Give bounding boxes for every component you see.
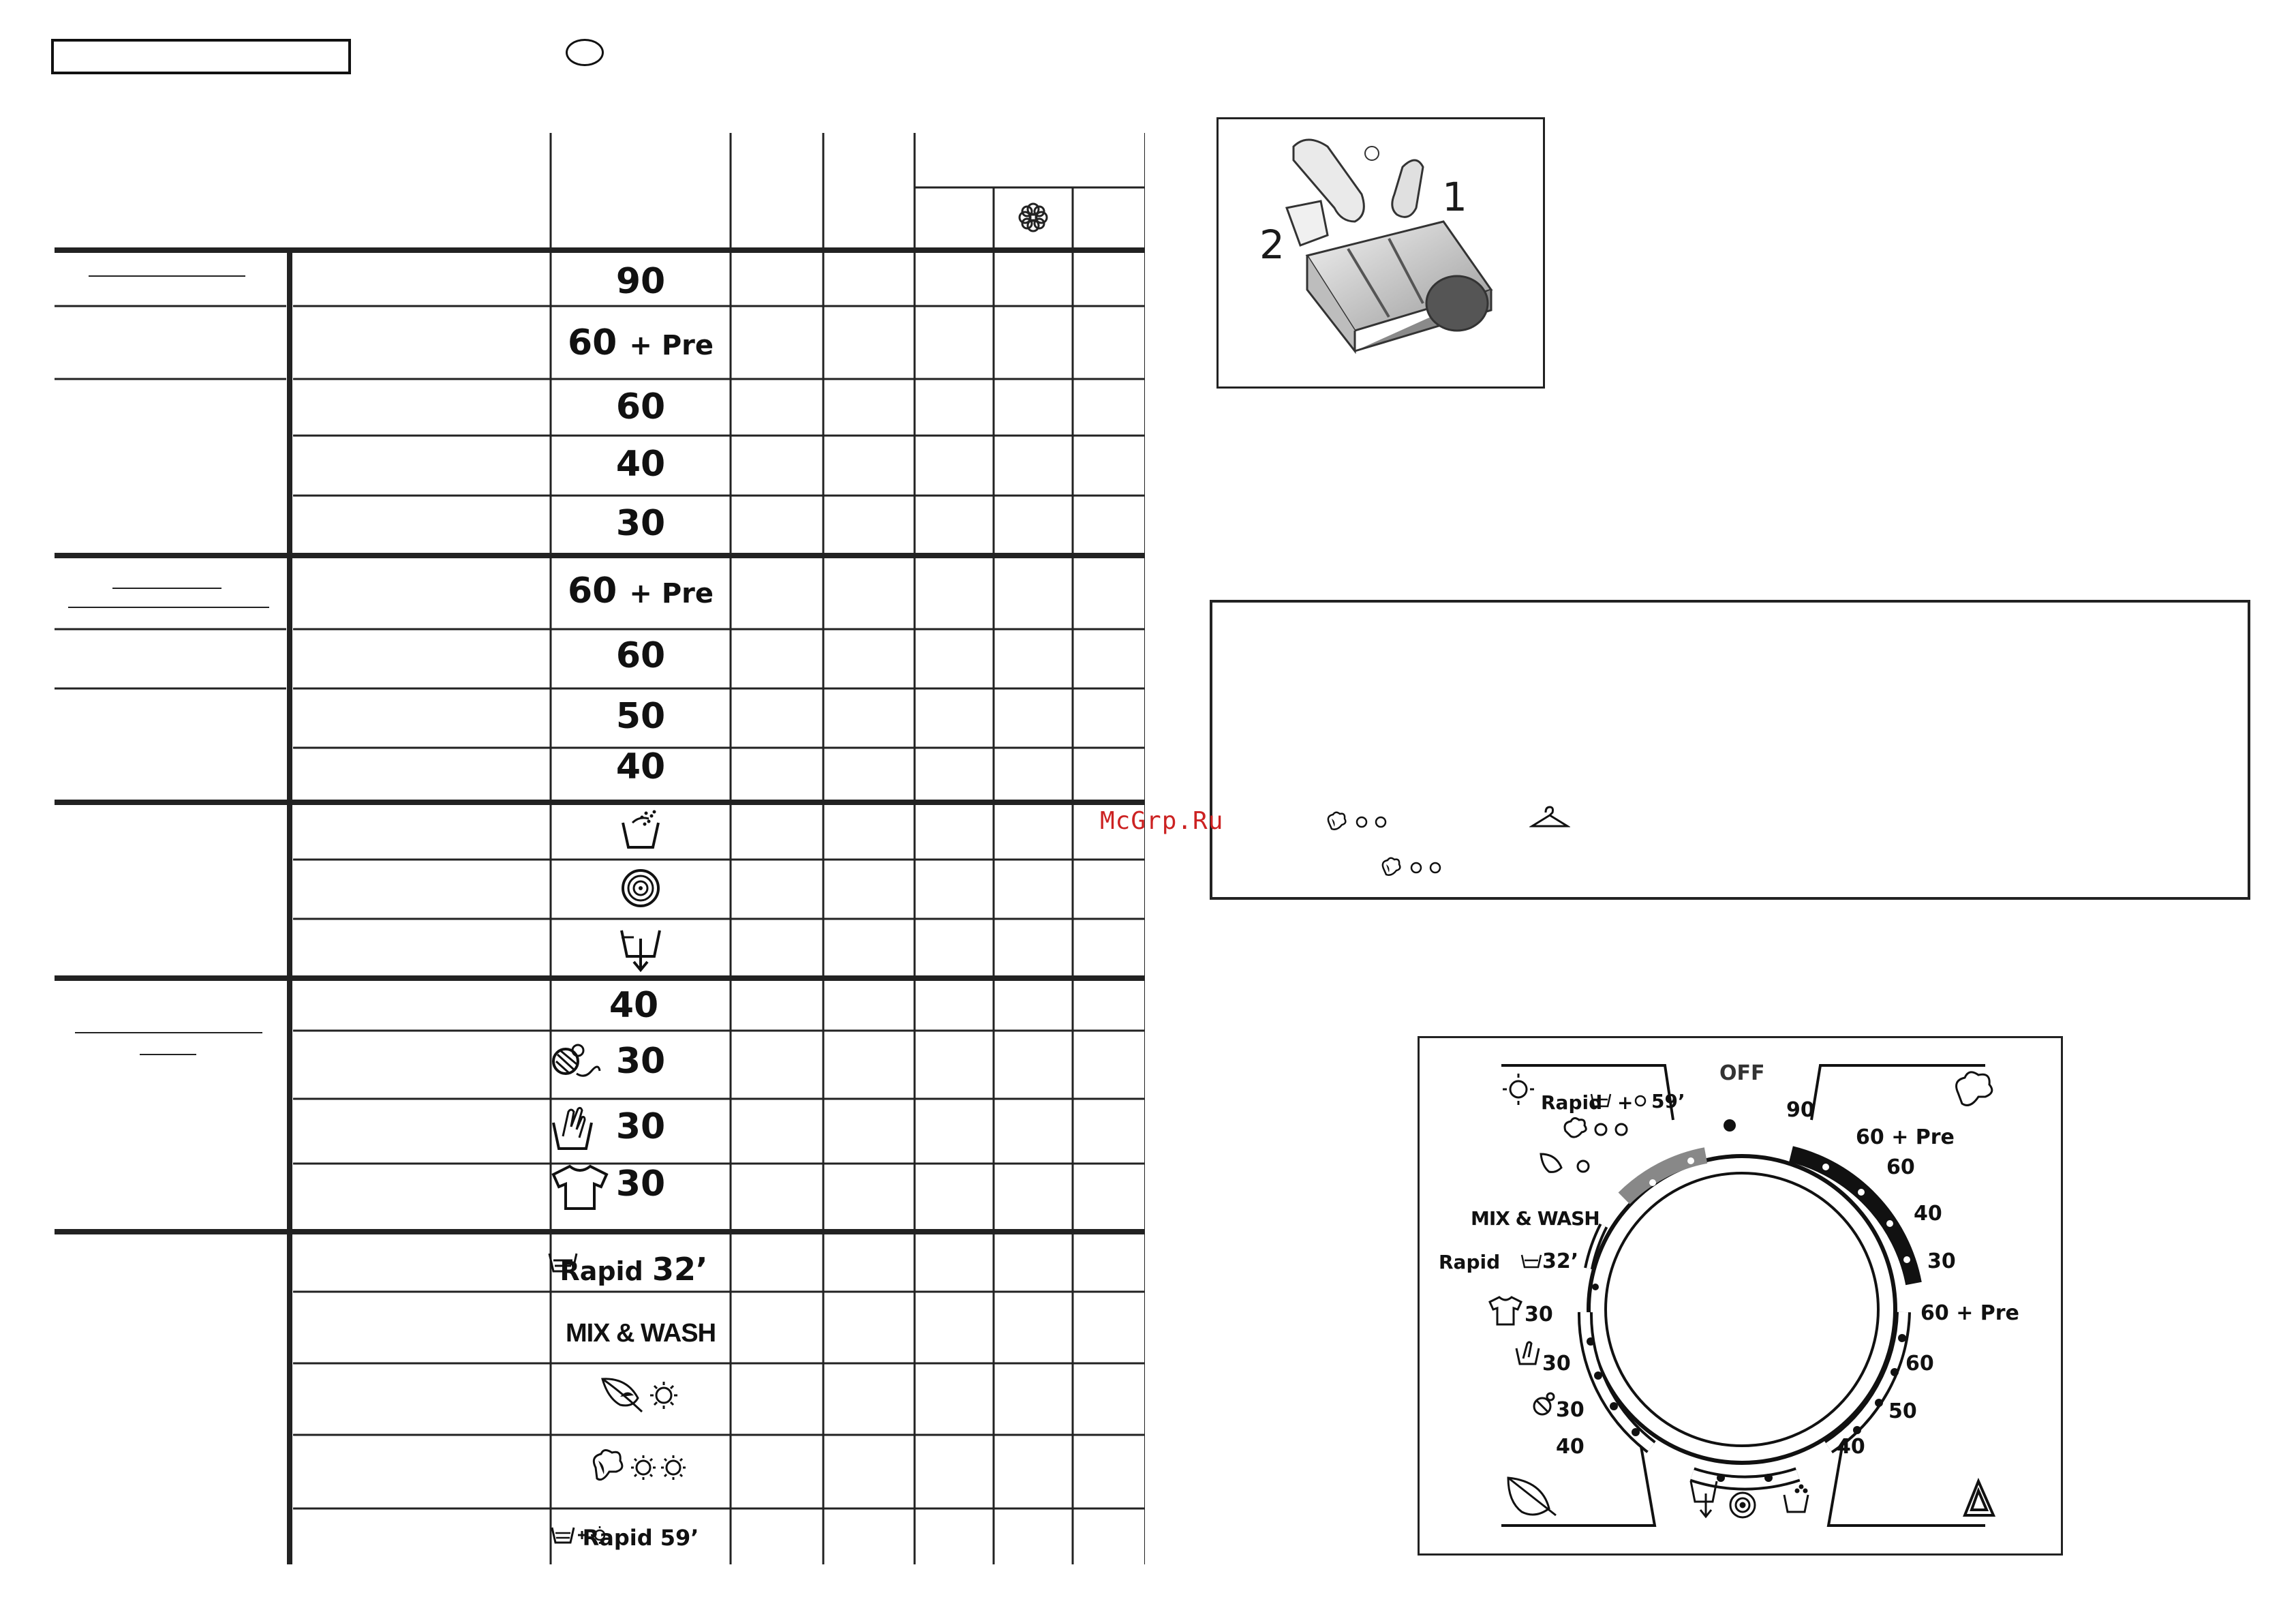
drain-icon — [617, 924, 664, 973]
feather-corner-icon — [1508, 1478, 1556, 1515]
temp-30: 30 — [615, 503, 666, 544]
dial-hand-30: 30 — [1542, 1352, 1571, 1376]
dial-synth-50: 50 — [1888, 1399, 1917, 1423]
dial-synth-40: 40 — [1837, 1435, 1865, 1459]
dial-40: 40 — [1914, 1202, 1942, 1226]
cotton-corner-icon — [1957, 1072, 1992, 1106]
dial-wool-30: 30 — [1556, 1398, 1585, 1422]
temp-60-synth: 60 — [615, 635, 666, 676]
feather-sun-icon — [600, 1375, 682, 1416]
dial-cotton-sun-sun-icon — [1565, 1118, 1627, 1137]
dial-shirt-icon — [1490, 1297, 1521, 1324]
temp-60-pre-synth: 60 + Pre — [567, 571, 714, 611]
dial-rinse-icon — [1784, 1485, 1808, 1512]
rapid-59: Rapid 59’ — [551, 1525, 731, 1551]
softener-flower-icon — [1020, 204, 1047, 231]
temp-40-delicate: 40 — [609, 985, 659, 1026]
dial-90: 90 — [1786, 1098, 1815, 1122]
program-dial[interactable] — [1420, 1038, 2061, 1553]
temp-40-synth: 40 — [615, 746, 666, 787]
dial-delicate-40: 40 — [1556, 1435, 1585, 1459]
off-label[interactable]: OFF — [1719, 1061, 1765, 1085]
dial-feather-sun-icon — [1541, 1154, 1589, 1172]
title-box — [51, 39, 351, 74]
temp-60: 60 — [615, 386, 666, 427]
shirt-icon — [551, 1164, 609, 1211]
note-box — [1100, 600, 2250, 900]
watermark: McGrp.Ru — [1100, 807, 1224, 835]
hand-wash-icon — [551, 1106, 594, 1151]
dial-hand-icon — [1516, 1342, 1539, 1364]
hanger-icon — [1529, 806, 1570, 833]
temp-40: 40 — [615, 444, 666, 485]
temp-90: 90 — [615, 261, 666, 302]
shirt-30: 30 — [551, 1164, 731, 1204]
wool-30: 30 — [551, 1041, 731, 1082]
dial-30: 30 — [1927, 1249, 1956, 1273]
dial-rapid32-icon — [1522, 1255, 1541, 1267]
compartment-1-label: 1 — [1442, 174, 1467, 220]
rinse-icon — [619, 809, 662, 853]
tub-plus-sun-icon — [551, 1525, 612, 1545]
dial-rapid59-label: Rapid — [1541, 1091, 1603, 1114]
program-dial-panel — [1418, 1036, 2063, 1556]
cotton-sun-sun-small-icon — [1325, 810, 1393, 834]
rapid-32: Rapid 32’ — [544, 1251, 724, 1288]
temp-50-synth: 50 — [615, 696, 666, 737]
dial-wool-icon — [1534, 1393, 1554, 1414]
compartment-2-label: 2 — [1259, 222, 1285, 268]
spin-icon — [619, 866, 662, 910]
cotton-sun-sun-icon — [589, 1447, 691, 1488]
dial-mix-wash-label: MIX & WASH — [1471, 1207, 1599, 1230]
dial-plus-label: + — [1617, 1091, 1634, 1114]
cotton-sun-sun-small-icon-2 — [1379, 856, 1448, 879]
dial-60: 60 — [1886, 1155, 1915, 1179]
dial-rapid32-time: 32’ — [1542, 1249, 1579, 1273]
dial-60-pre: 60 + Pre — [1856, 1125, 1955, 1149]
temp-60-pre: 60 + Pre — [567, 322, 714, 363]
dial-synth-60: 60 — [1905, 1352, 1934, 1376]
hand-wash-30: 30 — [551, 1106, 731, 1147]
dial-shirt-30: 30 — [1525, 1303, 1553, 1326]
dial-rapid32-label: Rapid — [1439, 1251, 1501, 1273]
language-badge — [566, 39, 604, 66]
wool-icon — [551, 1041, 601, 1084]
sun-corner-icon — [1503, 1074, 1534, 1105]
tub-icon — [548, 1251, 578, 1274]
dial-synth-60-pre: 60 + Pre — [1920, 1301, 2019, 1325]
program-table — [55, 133, 1145, 1564]
triangle-corner-icon — [1965, 1481, 1993, 1515]
detergent-dispenser-illustration — [1216, 117, 1545, 389]
dial-spin-icon — [1730, 1493, 1755, 1517]
mix-and-wash: MIX & WASH — [565, 1319, 716, 1348]
dial-rapid59-time: 59’ — [1651, 1090, 1685, 1112]
